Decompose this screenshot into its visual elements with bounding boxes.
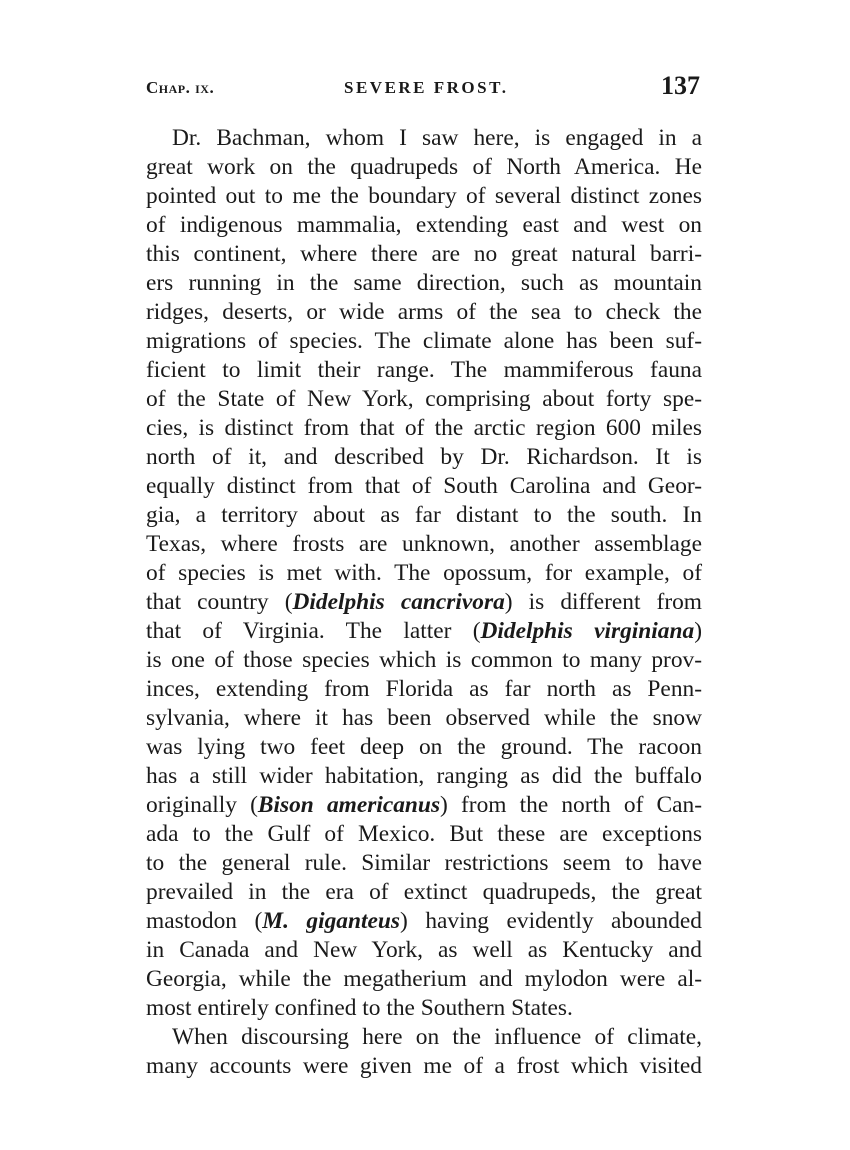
text-run: inces, extending from Florida as far north as Penn-	[146, 676, 702, 702]
text-run: Dr. Bachman, whom I saw here, is engaged in a	[172, 125, 702, 151]
text-line	[146, 385, 702, 414]
text-line	[146, 414, 702, 443]
text-line	[146, 791, 702, 820]
text-run: sylvania, where it has been observed while the snow	[146, 705, 702, 731]
text-line	[146, 530, 702, 559]
text-line	[146, 733, 702, 762]
text-run: of indigenous mammalia, extending east and west on	[146, 212, 702, 238]
text-line	[146, 1023, 702, 1052]
text-run: great work on the quadrupeds of North America. He	[146, 154, 702, 180]
text-line	[146, 443, 702, 472]
text-run: Texas, where frosts are unknown, another assemblage	[146, 531, 702, 557]
page-number: 137	[661, 71, 700, 100]
text-run: migrations of species. The climate alone has been suf-	[146, 328, 702, 354]
text-run: of the State of New York, comprising about forty spe-	[146, 386, 702, 412]
text-run: equally distinct from that of South Carolina and Geor-	[146, 473, 702, 499]
text-run: that country (	[146, 589, 293, 615]
text-run: ) is different from	[504, 589, 702, 615]
text-line	[146, 936, 702, 965]
text-run: ficient to limit their range. The mammiferous fauna	[146, 357, 702, 383]
text-run: When discoursing here on the influence of climate,	[172, 1024, 702, 1050]
text-line	[146, 617, 702, 646]
text-run: was lying two feet deep on the ground. The racoon	[146, 734, 702, 760]
text-run: mastodon (	[146, 908, 263, 934]
text-run: this continent, where there are no great natural barri-	[146, 241, 702, 267]
taxon-name: Didelphis cancrivora	[292, 589, 505, 615]
text-line	[146, 501, 702, 530]
text-line	[146, 124, 702, 153]
text-line	[146, 588, 702, 617]
text-line	[146, 820, 702, 849]
text-line	[146, 240, 702, 269]
text-line	[146, 298, 702, 327]
text-line	[146, 907, 702, 936]
text-line	[146, 878, 702, 907]
text-run: originally (	[146, 792, 258, 818]
text-run: has a still wider habitation, ranging as did the buffalo	[146, 763, 702, 789]
book-page	[146, 68, 702, 1081]
text-run: ) from the north of Can-	[440, 792, 702, 818]
text-line	[146, 211, 702, 240]
text-line	[146, 646, 702, 675]
text-line	[146, 327, 702, 356]
text-run: Georgia, while the megatherium and mylodon were al-	[146, 966, 702, 992]
text-run: most entirely confined to the Southern States.	[146, 995, 573, 1021]
text-run: north of it, and described by Dr. Richardson. It is	[146, 444, 702, 470]
text-line	[146, 356, 702, 385]
taxon-name: M. giganteus	[262, 908, 401, 934]
text-run: gia, a territory about as far distant to the south. In	[146, 502, 702, 528]
page-title: SEVERE FROST.	[344, 78, 509, 97]
text-run: ada to the Gulf of Mexico. But these are exceptions	[146, 821, 702, 847]
text-run: ridges, deserts, or wide arms of the sea to check the	[146, 299, 702, 325]
text-line	[146, 269, 702, 298]
text-run: pointed out to me the boundary of several distinct zones	[146, 183, 702, 209]
text-run: )	[694, 618, 702, 644]
taxon-name: Bison americanus	[257, 792, 441, 818]
text-line	[146, 559, 702, 588]
text-run: of species is met with. The opossum, for example, of	[146, 560, 702, 586]
text-run: prevailed in the era of extinct quadrupeds, the great	[146, 879, 702, 905]
text-line	[146, 182, 702, 211]
text-run: ers running in the same direction, such as mountain	[146, 270, 702, 296]
text-run: that of Virginia. The latter (	[146, 618, 481, 644]
text-line	[146, 472, 702, 501]
taxon-name: Didelphis virginiana	[480, 618, 695, 644]
text-line	[146, 1052, 702, 1081]
text-line	[146, 153, 702, 182]
text-run: ) having evidently abounded	[400, 908, 702, 934]
text-line	[146, 762, 702, 791]
text-run: is one of those species which is common to many prov-	[146, 647, 702, 673]
text-line	[146, 965, 702, 994]
text-run: cies, is distinct from that of the arctic region 600 miles	[146, 415, 702, 441]
chapter-label: Chap. ix.	[146, 78, 215, 97]
text-run: to the general rule. Similar restrictions seem to have	[146, 850, 702, 876]
text-line	[146, 704, 702, 733]
text-run: many accounts were given me of a frost which visited	[146, 1053, 702, 1079]
text-line	[146, 849, 702, 878]
text-line	[146, 675, 702, 704]
text-line	[146, 994, 702, 1023]
running-head	[146, 68, 702, 108]
text-run: in Canada and New York, as well as Kentucky and	[146, 937, 702, 963]
body-text	[146, 124, 702, 1081]
